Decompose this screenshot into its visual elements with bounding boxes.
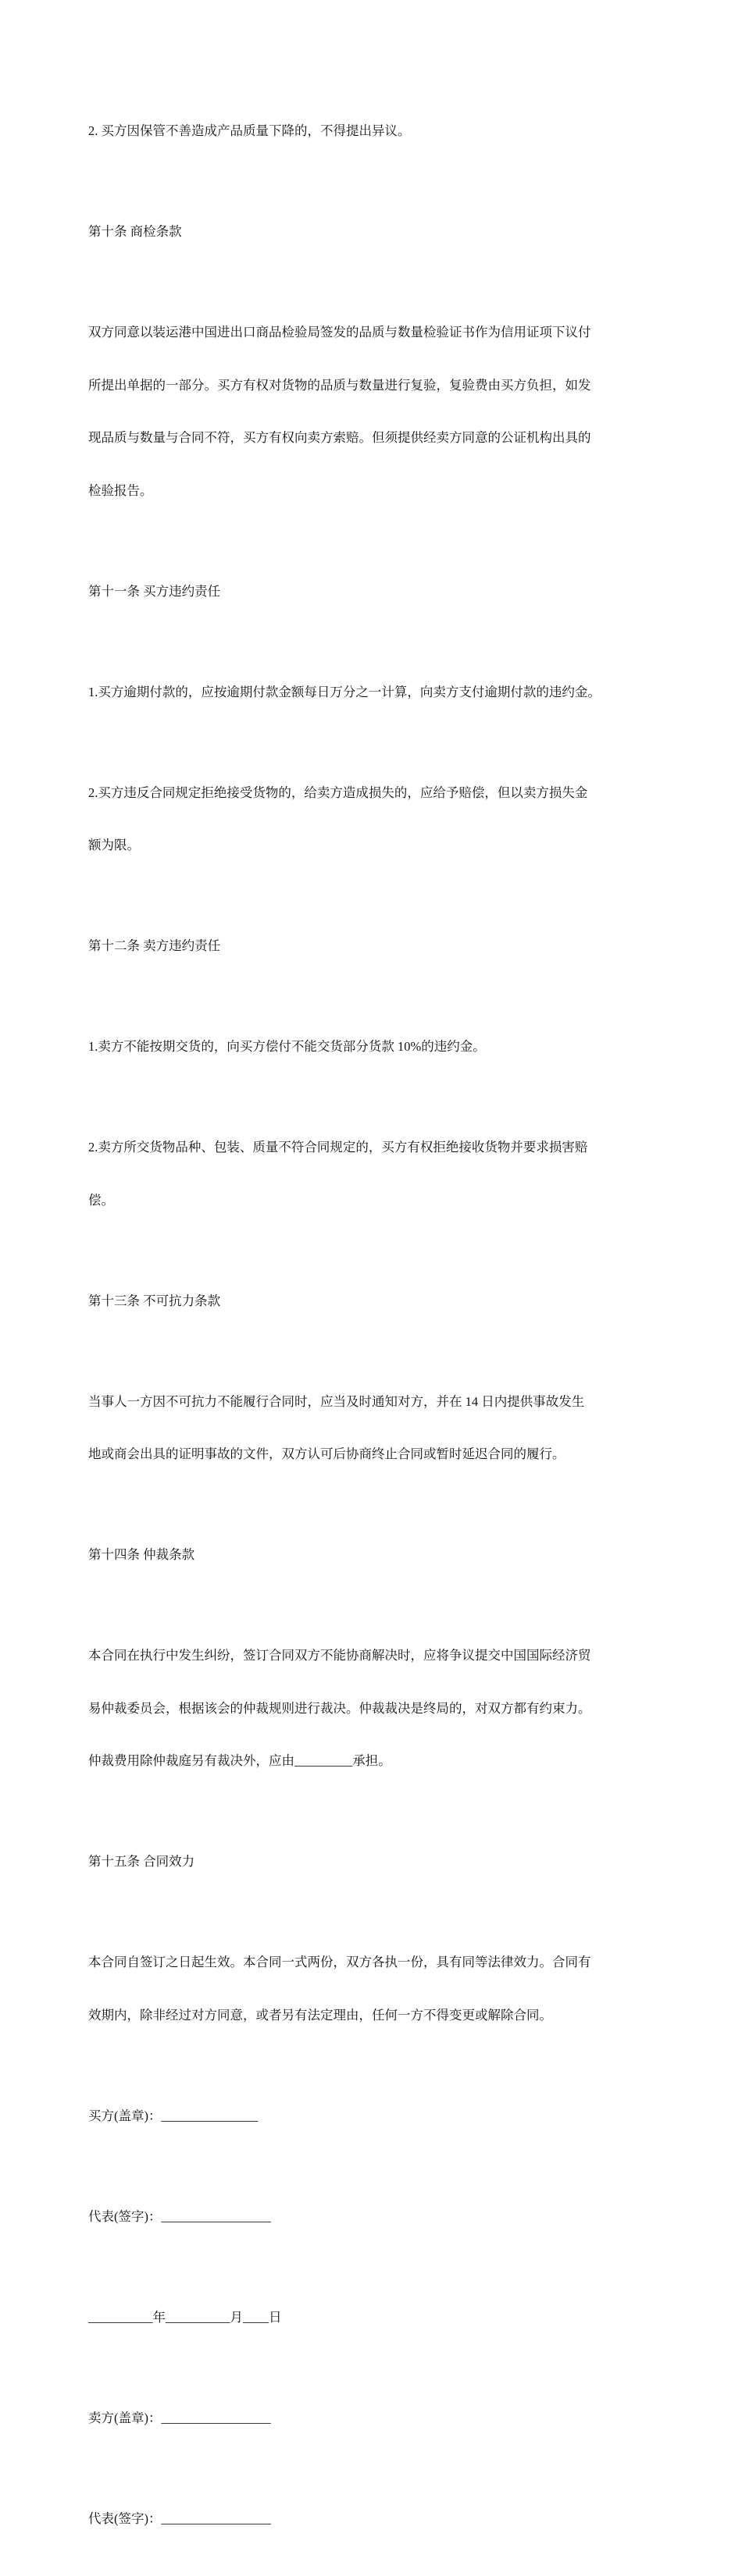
article-15-body	[88, 1919, 658, 2059]
article-15-heading	[88, 1818, 658, 1906]
article-12-item-1	[88, 1003, 658, 1091]
buyer-seal-line	[88, 2073, 658, 2161]
text-line: 效期内，除非经过对方同意，或者另有法定理由，任何一方不得变更或解除合同。	[88, 2007, 552, 2023]
text-line: 易仲裁委员会，根据该会的仲裁规则进行裁决。仲裁裁决是终局的，对双方都有约束力。	[88, 1700, 591, 1716]
text-line: 代表(签字)：_________________	[88, 2510, 271, 2526]
buyer-representative-signature-line	[88, 2173, 658, 2261]
text-line: 买方(盖章)：_______________	[88, 2108, 259, 2123]
article-11-heading	[88, 548, 658, 636]
text-line: 额为限。	[88, 838, 140, 852]
document-page	[88, 87, 658, 2576]
article-14-heading	[88, 1511, 658, 1599]
text-line: 所提出单据的一部分。买方有权对货物的品质与数量进行复验，复验费由买方负担，如发	[88, 377, 591, 393]
date-line	[88, 2274, 658, 2362]
text-line: 当事人一方因不可抗力不能履行合同时，应当及时通知对方，并在 14 日内提供事故发生	[88, 1393, 585, 1409]
seller-seal-line	[88, 2375, 658, 2463]
text-line: 双方同意以装运港中国进出口商品检验局签发的品质与数量检验证书作为信用证项下议付	[88, 325, 591, 340]
article-11-item-2	[88, 749, 658, 890]
text-line: 检验报告。	[88, 482, 153, 498]
seller-representative-signature-line	[88, 2475, 658, 2564]
article-12-heading	[88, 902, 658, 991]
text-line: __________年__________月____日	[88, 2309, 282, 2325]
text-line: 地或商会出具的证明事故的文件，双方认可后协商终止合同或暂时延迟合同的履行。	[88, 1446, 565, 1461]
article-14-body	[88, 1612, 658, 1806]
text-line: 仲裁费用除仲裁庭另有裁决外，应由_________承担。	[88, 1753, 391, 1768]
text-line: 1.买方逾期付款的，应按逾期付款金额每日万分之一计算，向卖方支付逾期付款的违约金。	[88, 684, 601, 699]
text-line: 2.买方违反合同规定拒绝接受货物的，给卖方造成损失的，应给予赔偿，但以卖方损失金	[88, 785, 588, 800]
text-line: 第十条 商检条款	[88, 224, 182, 239]
text-line: 偿。	[88, 1192, 114, 1208]
article-13-body	[88, 1358, 658, 1499]
text-line: 2. 买方因保管不善造成产品质量下降的，不得提出异议。	[88, 123, 411, 138]
text-line: 代表(签字)：_________________	[88, 2208, 271, 2224]
text-line: 现品质与数量与合同不符，买方有权向卖方索赔。但须提供经卖方同意的公证机构出具的	[88, 430, 591, 445]
text-line: 本合同自签订之日起生效。本合同一式两份，双方各执一份，具有同等法律效力。合同有	[88, 1955, 591, 1969]
text-line: 第十三条 不可抗力条款	[88, 1293, 221, 1308]
text-line: 2.卖方所交货物品种、包装、质量不符合同规定的，买方有权拒绝接收货物并要求损害赔	[88, 1140, 588, 1155]
text-line: 本合同在执行中发生纠纷，签订合同双方不能协商解决时，应将争议提交中国国际经济贸	[88, 1648, 591, 1663]
article-10-body	[88, 289, 658, 535]
article-13-heading	[88, 1258, 658, 1346]
article-12-item-2	[88, 1104, 658, 1244]
clause-9-item-2	[88, 87, 658, 176]
text-line: 第十四条 仲裁条款	[88, 1547, 195, 1562]
text-line: 第十二条 卖方违约责任	[88, 938, 221, 953]
text-line: 卖方(盖章)：_________________	[88, 2410, 271, 2425]
article-10-heading	[88, 188, 658, 276]
text-line: 1.卖方不能按期交货的，向买方偿付不能交货部分货款 10%的违约金。	[88, 1039, 486, 1054]
article-11-item-1	[88, 649, 658, 737]
text-line: 第十一条 买方违约责任	[88, 583, 221, 599]
text-line: 第十五条 合同效力	[88, 1854, 195, 1869]
